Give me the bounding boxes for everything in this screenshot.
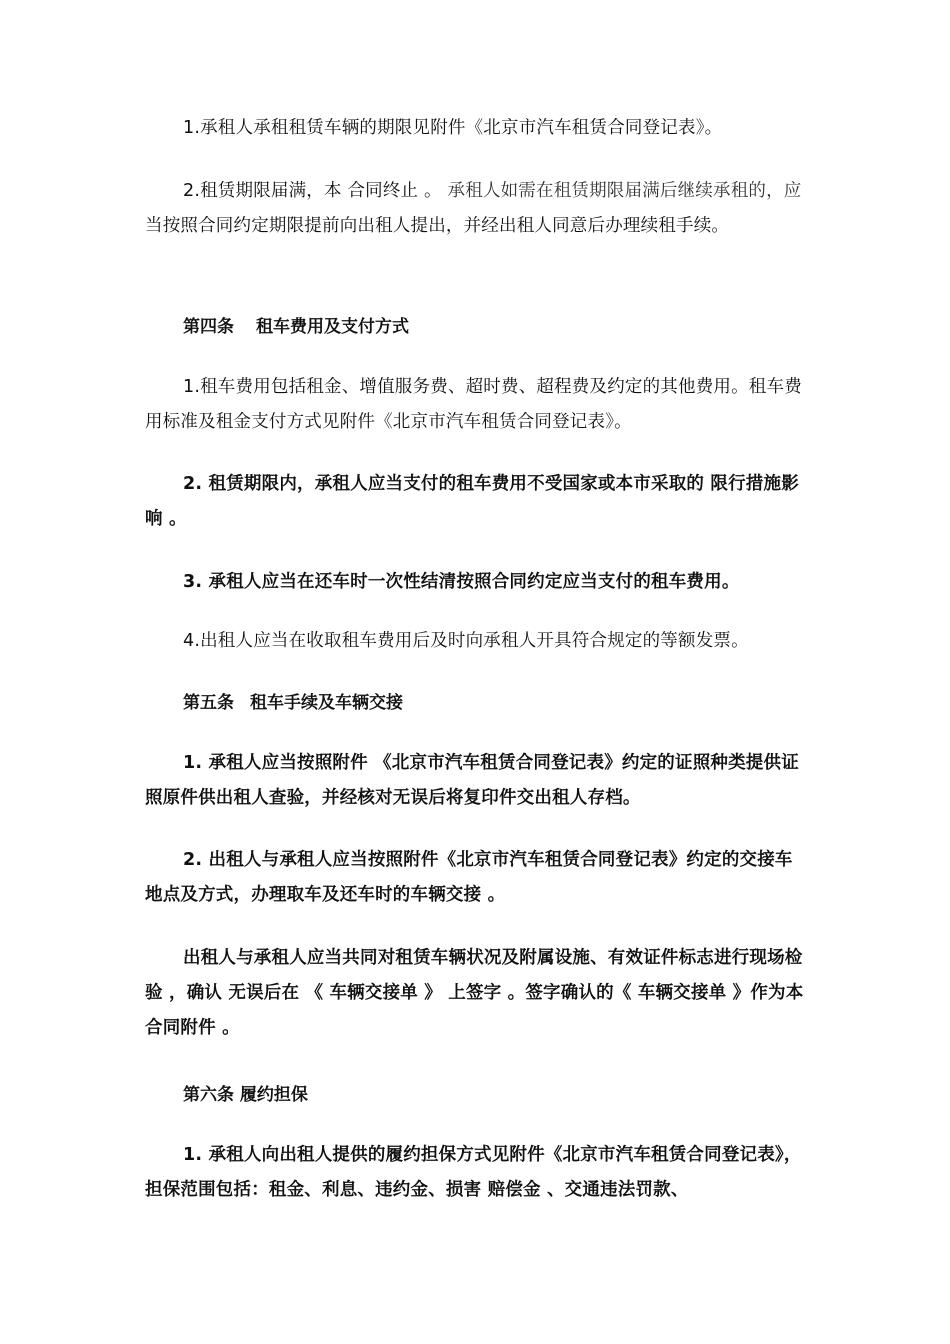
section5-heading-title: 租车手续及车辆交接 (250, 693, 403, 713)
section4-heading-number: 第四条 (183, 317, 234, 337)
section4-item2: 2. 租赁期限内，承租人应当支付的租车费用不受国家或本市采取的 限行措施影响 。 (145, 474, 799, 529)
section5-item1: 1. 承租人应当按照附件 《北京市汽车租赁合同登记表》约定的证照种类提供证照原件供出租人查验，并经核对无误后将复印件交出租人存档。 (145, 753, 799, 808)
section5-heading (183, 686, 403, 721)
section5-item3: 出租人与承租人应当共同对租赁车辆状况及附属设施、有效证件标志进行现场检 验 ，确认 无误后在 《 车辆交接单 》 上签字 。签字确认的《 车辆交接单 》作为本合同附件 。 (145, 948, 804, 1038)
section5-heading-number: 第五条 (183, 693, 234, 713)
section3-item2-part1: 2.租赁期限届满，本 合同终止 。 (183, 181, 442, 201)
section4-item4: 4.出租人应当在收取租车费用后及时向承租人开具符合规定的等额发票。 (183, 631, 749, 651)
section6-heading: 第六条 履约担保 (183, 1085, 308, 1105)
section3-item1: 1.承租人承租租赁车辆的期限见附件《北京市汽车租赁合同登记表》。 (183, 118, 723, 138)
section3-item2-part2: 承租人如需在租赁期限届满后继续承租的，应 (447, 181, 802, 201)
section6-item1: 1. 承租人向出租人提供的履约担保方式见附件《北京市汽车租赁合同登记表》，担保范围包括：租金、利息、违约金、损害 赔偿金 、交通违法罚款、 (145, 1145, 802, 1200)
section4-heading (183, 310, 409, 345)
section3-item2 (145, 174, 807, 244)
section5-item2: 2. 出租人与承租人应当按照附件《北京市汽车租赁合同登记表》约定的交接车地点及方式，办理取车及还车时的车辆交接 。 (145, 850, 793, 905)
section4-heading-title: 租车费用及支付方式 (256, 317, 409, 337)
section4-item3: 3. 承租人应当在还车时一次性结清按照合同约定应当支付的租车费用。 (183, 572, 740, 592)
section3-item2-part3: 当按照合同约定期限提前向出租人提出，并经出租人同意后办理续租手续。 (145, 216, 730, 236)
section4-item1: 1.租车费用包括租金、增值服务费、超时费、超程费及约定的其他费用。租车费用标准及租金支付方式见附件《北京市汽车租赁合同登记表》。 (145, 377, 802, 432)
